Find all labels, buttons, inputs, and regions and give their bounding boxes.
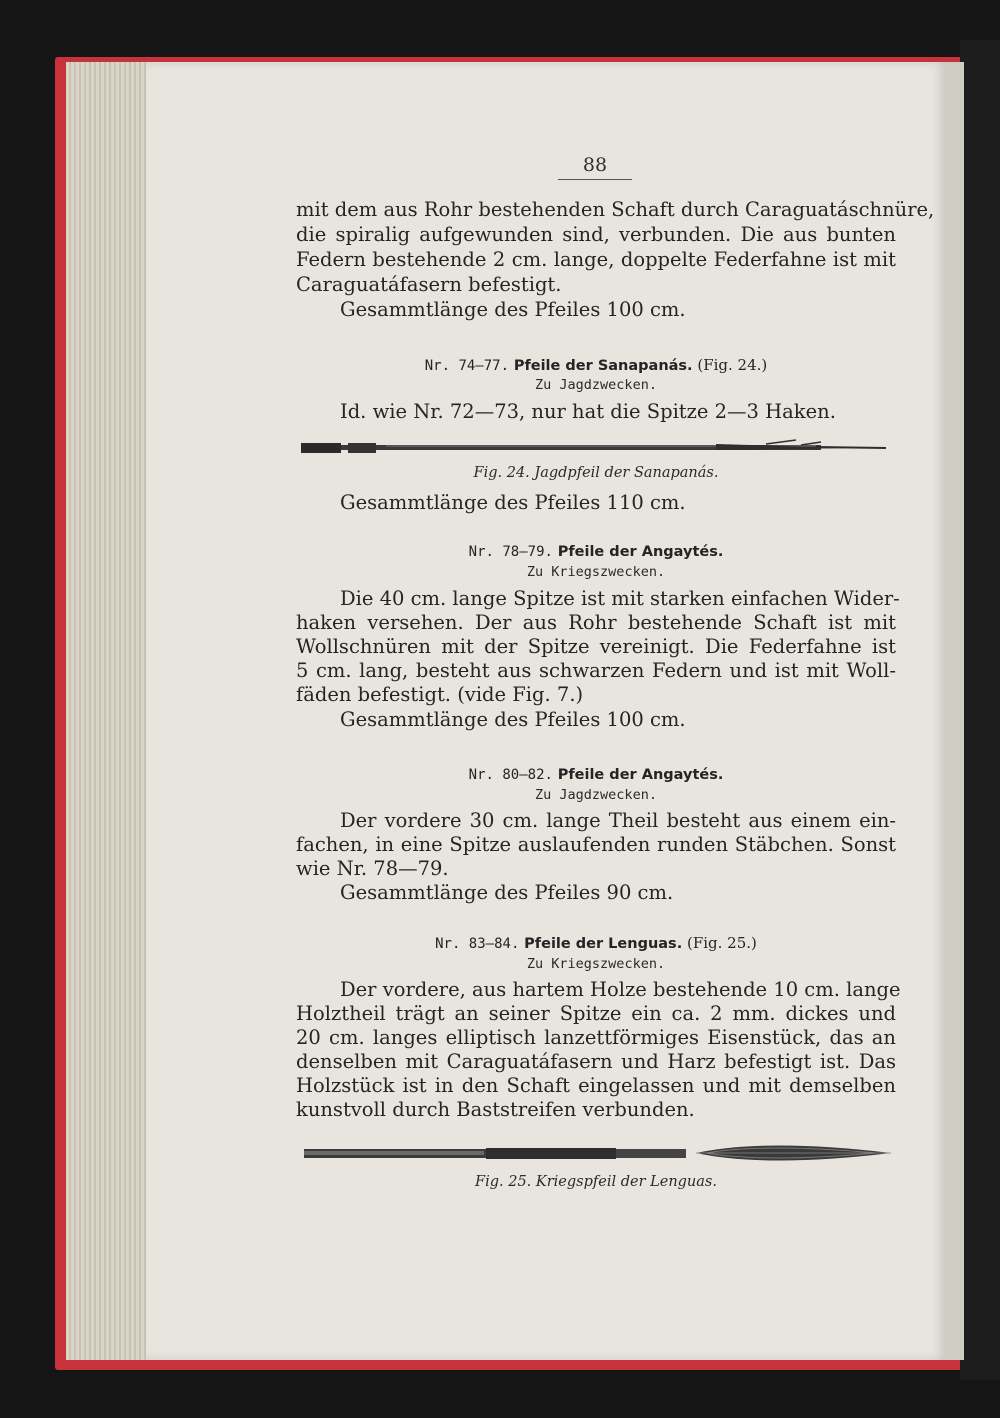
paragraph-line: Id. wie Nr. 72—73, nur hat die Spitze 2—3 Haken. (340, 400, 836, 423)
arrow-figure-24 (296, 434, 896, 464)
entry-title: Pfeile der Angaytés. (557, 544, 724, 560)
entry-number: Nr. 78—79. (468, 544, 553, 560)
paragraph-line: Wollschnüren mit der Spitze vereinigt. Die Federfahne ist (296, 635, 896, 658)
entry-title: Pfeile der Angaytés. (557, 767, 724, 783)
paragraph-line: 20 cm. langes elliptisch lanzettförmiges Eisenstück, das an (296, 1026, 896, 1049)
page-number-rule (558, 179, 632, 180)
figure-reference: (Fig. 25.) (686, 934, 757, 952)
total-length-line: Gesammtlänge des Pfeiles 100 cm. (340, 298, 686, 321)
paragraph-line: Caraguatáfasern befestigt. (296, 273, 562, 296)
entry-title: Pfeile der Lenguas. (524, 936, 683, 952)
facing-page-edge (946, 62, 964, 1360)
entry-title: Pfeile der Sanapanás. (513, 358, 693, 374)
entry-heading (296, 764, 896, 785)
entry-heading (296, 933, 896, 954)
paragraph-line: Holztheil trägt an seiner Spitze ein ca. 2 mm. dickes und (296, 1002, 896, 1025)
entry-number: Nr. 83—84. (435, 936, 520, 952)
paragraph-line: Der vordere, aus hartem Holze bestehende 10 cm. lange (340, 978, 901, 1001)
paragraph-line: die spiralig aufgewunden sind, verbunden. Die aus bunten (296, 223, 896, 246)
paragraph-line: kunstvoll durch Baststreifen verbunden. (296, 1098, 695, 1121)
arrow-figure-25 (296, 1134, 896, 1174)
entry-purpose: Zu Jagdzwecken. (535, 377, 657, 393)
figure-caption: Fig. 25. Kriegspfeil der Lenguas. (475, 1174, 717, 1190)
paragraph-line: Federn bestehende 2 cm. lange, doppelte Federfahne ist mit (296, 248, 896, 271)
total-length-line: Gesammtlänge des Pfeiles 110 cm. (340, 491, 686, 514)
page-number: 88 (582, 154, 608, 176)
paragraph-line: Der vordere 30 cm. lange Theil besteht aus einem ein- (340, 809, 896, 832)
paragraph-line: Die 40 cm. lange Spitze ist mit starken einfachen Wider- (340, 587, 900, 610)
entry-number: Nr. 80—82. (468, 767, 553, 783)
paragraph-line: fäden befestigt. (vide Fig. 7.) (296, 683, 584, 706)
paragraph-line: mit dem aus Rohr bestehenden Schaft durch Caraguatáschnüre, (296, 198, 935, 221)
figure-reference: (Fig. 24.) (697, 356, 768, 374)
paragraph-line: wie Nr. 78—79. (296, 857, 449, 880)
paragraph-line: denselben mit Caraguatáfasern und Harz befestigt ist. Das (296, 1050, 896, 1073)
entry-heading (296, 541, 896, 562)
entry-number: Nr. 74—77. (424, 358, 510, 374)
page-edges (66, 62, 150, 1360)
figure-caption: Fig. 24. Jagdpfeil der Sanapanás. (473, 465, 719, 481)
total-length-line: Gesammtlänge des Pfeiles 90 cm. (340, 881, 674, 904)
paragraph-line: Holzstück ist in den Schaft eingelassen und mit demselben (296, 1074, 896, 1097)
entry-purpose: Zu Jagdzwecken. (535, 787, 657, 803)
entry-purpose: Zu Kriegszwecken. (526, 956, 666, 972)
paragraph-line: haken versehen. Der aus Rohr bestehende Schaft ist mit (296, 611, 896, 634)
entry-purpose: Zu Kriegszwecken. (526, 564, 666, 580)
paragraph-line: fachen, in eine Spitze auslaufenden runden Stäbchen. Sonst (296, 833, 896, 856)
paragraph-line: 5 cm. lang, besteht aus schwarzen Federn und ist mit Woll- (296, 659, 896, 682)
entry-heading (296, 355, 896, 376)
book-page (146, 62, 946, 1360)
background-edge (960, 40, 1000, 1380)
total-length-line: Gesammtlänge des Pfeiles 100 cm. (340, 708, 686, 731)
